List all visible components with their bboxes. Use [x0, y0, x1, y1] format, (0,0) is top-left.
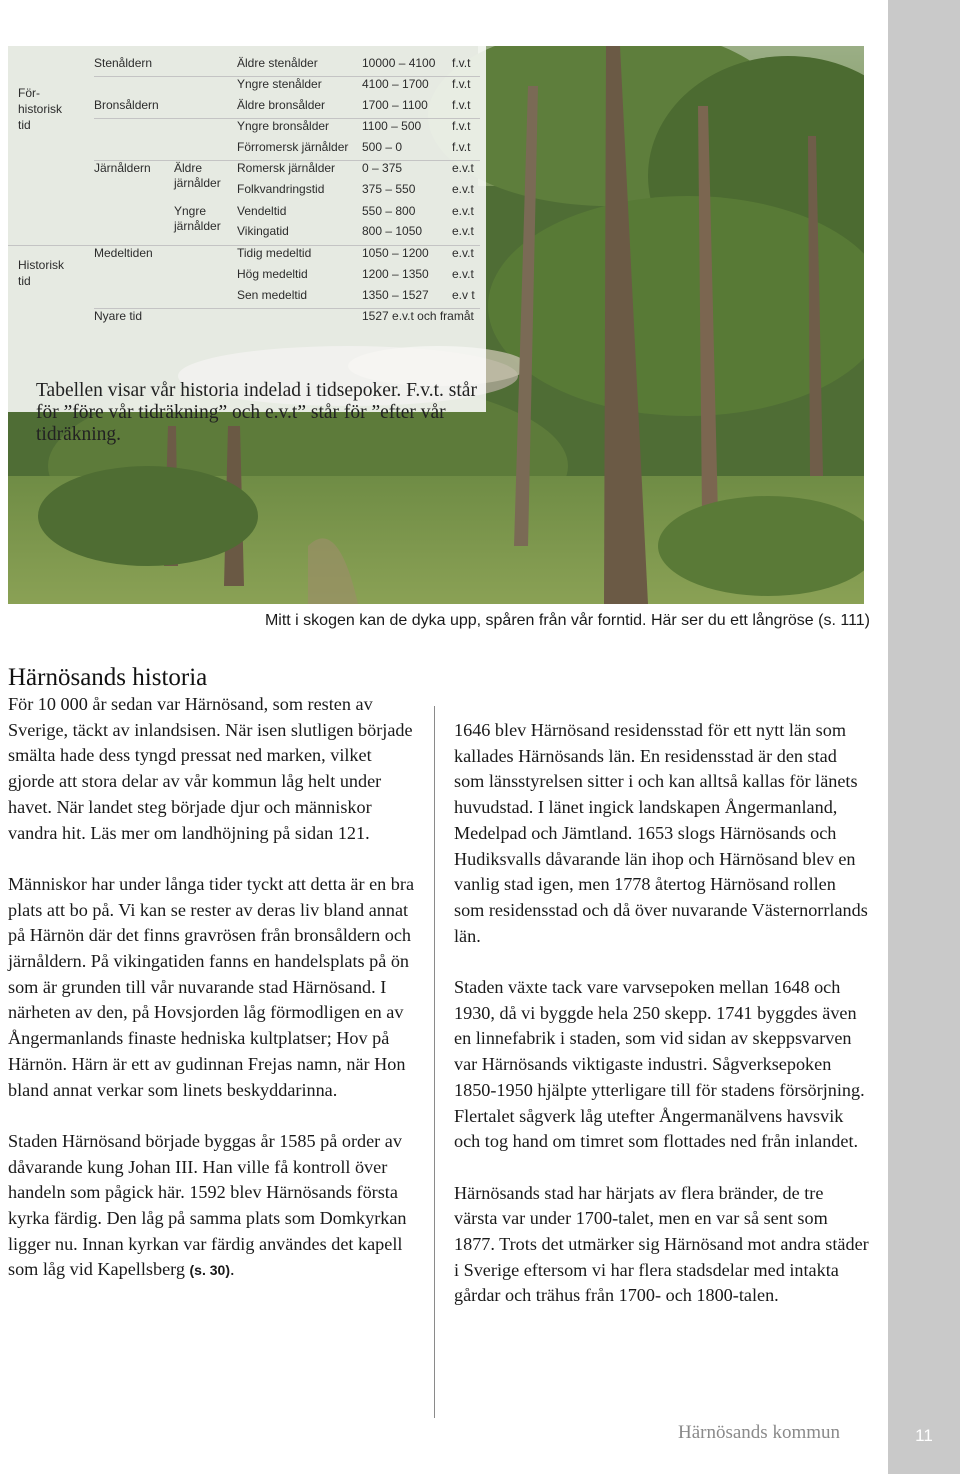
footer-brand: Härnösands kommun: [678, 1422, 841, 1443]
era-period: Yngre stenålder: [237, 77, 322, 91]
era-suffix: f.v.t: [452, 77, 471, 91]
era-range: 550 – 800: [362, 204, 416, 218]
era-range: 800 – 1050: [362, 224, 423, 238]
group-label-prehistoric: För- historisk tid: [18, 86, 63, 132]
paragraph: För 10 000 år sedan var Härnösand, som resten av Sverige, täckt av inlandsisen. När isen slutligen började smälta hade dess tyngd pressat ned marken, vilket gjorde att stora delar av vår kommun låg helt under havet. När landet steg började djur och människor vandra hit. Läs mer om landhöjning på sidan 121.: [8, 694, 413, 843]
side-strip: [888, 0, 960, 1474]
era-period: Förromersk järnålder: [237, 140, 349, 154]
era-period: Tidig medeltid: [237, 246, 312, 260]
era-range: 1700 – 1100: [362, 98, 428, 112]
table-caption: Tabellen visar vår historia indelad i tidsepoker. F.v.t. står för ”före vår tidräkning” och e.v.t” står för ”efter vår tidräkning.: [36, 380, 477, 445]
left-column: [8, 692, 416, 1310]
era-period: Romersk järnålder: [237, 161, 336, 175]
era-suffix: e.v.t: [452, 161, 474, 175]
era-suffix: e.v.t: [452, 204, 474, 218]
paragraph: Människor har under långa tider tyckt att detta är en bra plats att bo på. Vi kan se rester av deras liv bland annat på Härnön där det finns gravrösen från bronsåldern och järnåldern. På vikingatiden fanns en handelsplats på ön som är grunden till vår nuvarande stad Härnösand. I närheten av den, på Hovsjorden låg förmodligen en av Ångermanlands finaste hedniska kultplatser; Hov på Härnön. Härn är ett av gudinnan Frejas namn, när Hon bland annat verkar som linets beskyddarinna.: [8, 873, 415, 1100]
era-range: 1200 – 1350: [362, 267, 429, 281]
era-period: Äldre bronsålder: [237, 98, 326, 112]
era-range: 1050 – 1200: [362, 246, 429, 260]
era-subage: Yngre järnålder: [174, 204, 221, 233]
group-label-historic: Historisk tid: [18, 258, 65, 288]
era-suffix: e.v.t: [452, 246, 474, 260]
era-suffix: e.v t: [452, 288, 475, 302]
era-range: 4100 – 1700: [362, 77, 429, 91]
column-divider: [434, 706, 435, 1418]
paragraph: Härnösands stad har härjats av flera bränder, de tre värsta var under 1700-talet, men en var så sent som 1877. Trots det utmärker sig Härnösand mot andra städer i Sverige eftersom vi har flera stadsdelar med intakta gårdar och trähus från 1700- och 1800-talen.: [454, 1182, 869, 1306]
era-age: Stenåldern: [94, 56, 153, 70]
era-period: Äldre stenålder: [237, 56, 318, 70]
era-age: Järnåldern: [94, 161, 151, 175]
page-number: 11: [915, 1426, 933, 1445]
right-column: [454, 718, 869, 1335]
era-suffix: e.v.t: [452, 224, 474, 238]
paragraph: Staden Härnösand började byggas år 1585 på order av dåvarande kung Johan III. Han ville få kontroll över handeln som pågick här. 1592 blev Härnösands första kyrka färdig. Den låg på samma plats som Domkyrkan ligger nu. Innan kyrkan var färdig användes det kapell som låg vid Kapellsberg (s. 30).: [8, 1130, 407, 1280]
era-range: 1350 – 1527: [362, 288, 429, 302]
era-period: Hög medeltid: [237, 267, 308, 281]
page-title: Härnösands historia: [8, 664, 208, 691]
era-age: Nyare tid: [94, 309, 143, 323]
era-range: 375 – 550: [362, 182, 416, 196]
era-suffix: e.v.t: [452, 267, 474, 281]
era-suffix: f.v.t: [452, 119, 471, 133]
paragraph: 1646 blev Härnösand residensstad för ett nytt län som kallades Härnösands län. En residensstad är den stad som länsstyrelsen sitter i och kan alltså kallas för länets huvudstad. I länet ingick landskapen Ångermanland, Medelpad och Jämtland. 1653 slogs Härnösands och Hudiksvalls dåvarande län ihop och Härnösand blev en vanlig stad igen, men 1778 återtog Härnösand rollen som residensstad och då över nuvarande Västernorrlands län.: [454, 720, 868, 946]
era-range: 1527 e.v.t och framåt: [362, 309, 474, 323]
era-range: 1100 – 500: [362, 119, 422, 133]
page-reference: (s. 30): [189, 1262, 230, 1279]
era-age: Medeltiden: [94, 246, 153, 260]
paragraph: Staden växte tack vare varvsepoken mellan 1648 och 1930, då vi byggde hela 250 skepp. 1741 byggdes även en linnefabrik i staden, som vid sidan av skeppsvarven var Härnösands viktigaste industri. Sågverksepoken 1850-1950 hjälpte ytterligare till för stadens försörjning. Flertalet sågverk låg utefter Ångermanälvens havsvik och tog hand om timret som flottades ned från inlandet.: [454, 977, 865, 1152]
era-range: 10000 – 4100: [362, 56, 436, 70]
era-age: Bronsåldern: [94, 98, 159, 112]
era-suffix: e.v.t: [452, 182, 474, 196]
era-suffix: f.v.t: [452, 56, 471, 70]
photo-caption: Mitt i skogen kan de dyka upp, spåren från vår forntid. Här ser du ett långröse (s. 111): [264, 612, 870, 629]
era-period: Folkvandringstid: [237, 182, 325, 196]
era-range: 0 – 375: [362, 161, 403, 175]
era-table-panel: [8, 46, 486, 445]
era-suffix: f.v.t: [452, 98, 471, 112]
era-subage: Äldre järnålder: [174, 161, 221, 190]
era-period: Vikingatid: [237, 224, 289, 238]
era-period: Vendeltid: [237, 204, 287, 218]
era-suffix: f.v.t: [452, 140, 471, 154]
era-period: Sen medeltid: [237, 288, 308, 302]
era-range: 500 – 0: [362, 140, 403, 154]
era-period: Yngre bronsålder: [237, 119, 330, 133]
